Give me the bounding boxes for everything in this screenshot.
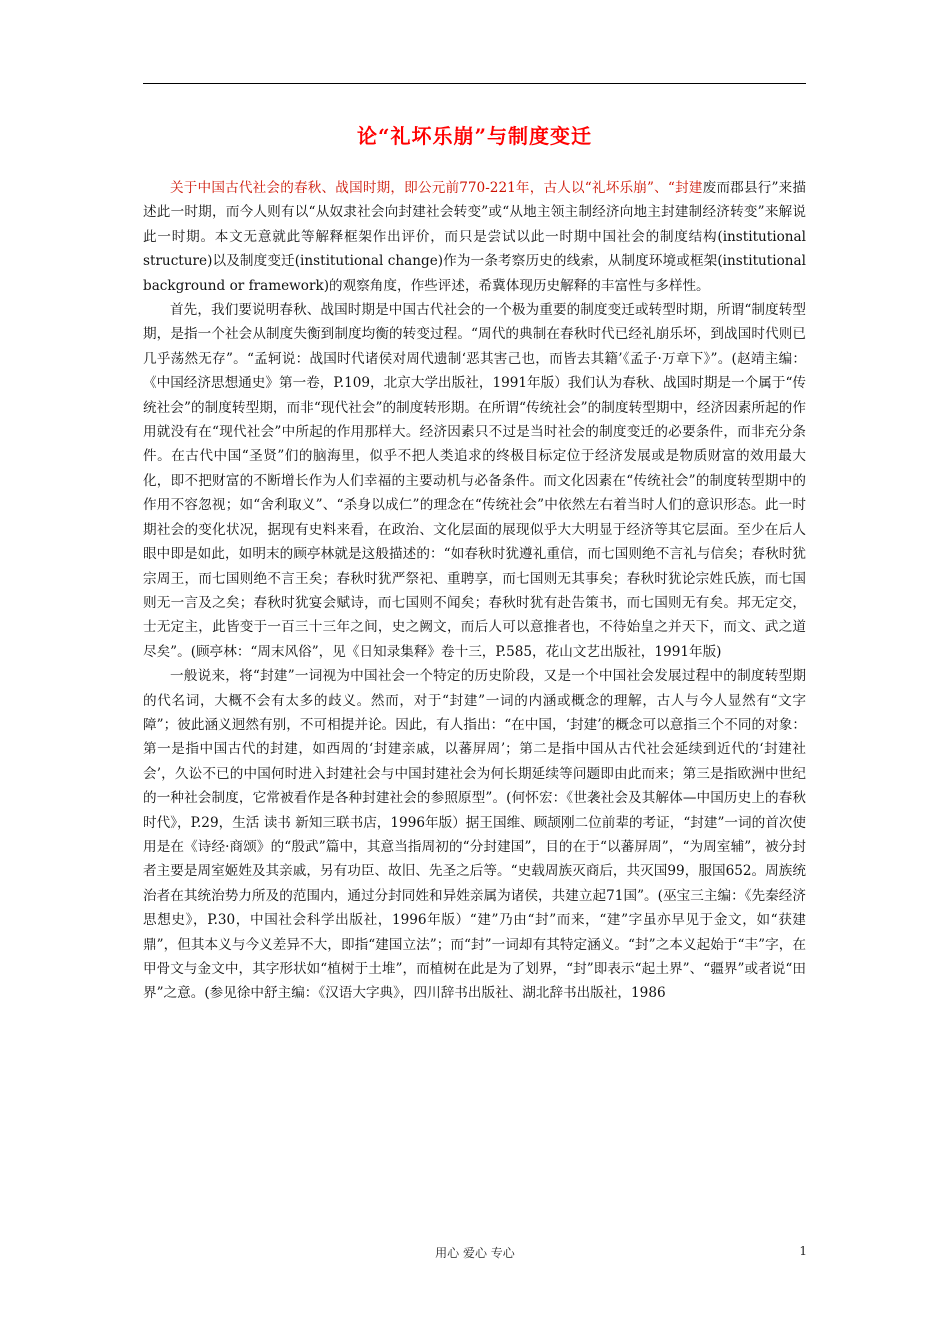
paragraph-1-highlight: 关于中国古代社会的春秋、战国时期，即公元前770-221年，古人以“礼坏乐崩”、“封建 (170, 180, 703, 196)
paragraph-1 (143, 176, 806, 298)
footer-motto: 用心 爱心 专心 (435, 1246, 515, 1260)
paragraph-3: 一般说来，将“封建”一词视为中国社会一个特定的历史阶段，又是一个中国社会发展过程中的制度转型期的代名词，大概不会有太多的歧义。然而，对于“封建”一词的内涵或概念的理解，古人与今人显然有“文字障”；彼此涵义迥然有别，不可相提并论。因此，有人指出：“在中国，‘封建’的概念可以意指三个不同的对象：第一是指中国古代的封建，如西周的‘封建亲戚，以蕃屏周’；第二是指中国从古代社会延续到近代的‘封建社会’，久讼不已的中国何时进入封建社会与中国封建社会为何长期延续等问题即由此而来；第三是指欧洲中世纪的一种社会制度，它常被看作是各种封建社会的参照原型”。(何怀宏：《世袭社会及其解体—中国历史上的春秋时代》，P.29，生活 读书 新知三联书店，1996年版）据王国维、顾颉刚二位前辈的考证，“封建”一词的首次使用是在《诗经·商颂》的“殷武”篇中，其意当指周初的“分封建国”，目的在于“以蕃屏周”，“为周室辅”，被分封者主要是周室姬姓及其亲戚，另有功臣、故旧、先圣之后等。“史载周族灭商后，共灭国99，服国652。周族统治者在其统治势力所及的范围内，通过分封同姓和异姓亲属为诸侯，共建立起71国”。(巫宝三主编：《先秦经济思想史》，P.30，中国社会科学出版社，1996年版）“建”乃由“封”而来，“建”字虽亦早见于金文，如“获建鼎”，但其本义与今义差异不大，即指“建国立法”；而“封”一词却有其特定涵义。“封”之本义起始于“丰”字，在甲骨文与金文中，其字形状如“植树于土堆”，而植树在此是为了划界，“封”即表示“起土界”、“疆界”或者说“田界”之意。(参见徐中舒主编：《汉语大字典》，四川辞书出版社、湖北辞书出版社，1986 (143, 668, 806, 1002)
header-rule (143, 83, 806, 84)
document-body (143, 176, 806, 1006)
paragraph-2: 首先，我们要说明春秋、战国时期是中国古代社会的一个极为重要的制度变迁或转型时期，所谓“制度转型期，是指一个社会从制度失衡到制度均衡的转变过程。“周代的典制在春秋时代已经礼崩乐坏，到战国时代则已几乎荡然无存”。“孟轲说：战国时代诸侯对周代遗制‘恶其害己也，而皆去其籍’《孟子·万章下》”。(赵靖主编：《中国经济思想通史》第一卷，P.109，北京大学出版社，1991年版）我们认为春秋、战国时期是一个属于“传统社会”的制度转型期，而非“现代社会”的制度转形期。在所谓“传统社会”的制度转型期中，经济因素所起的作用就没有在“现代社会”中所起的作用那样大。经济因素只不过是当时社会的制度变迁的必要条件，而非充分条件。在古代中国“圣贤”们的脑海里，似乎不把人类追求的终极目标定位于经济发展或是物质财富的效用最大化，即不把财富的不断增长作为人们幸福的主要动机与必备条件。而文化因素在“传统社会”的制度转型期中的作用不容忽视；如“舍利取义”、“杀身以成仁”的理念在“传统社会”中依然左右着当时人们的意识形态。此一时期社会的变化状况，据现有史料来看，在政治、文化层面的展现似乎大大明显于经济等其它层面。至少在后人眼中即是如此，如明末的顾亭林就是这般描述的：“如春秋时犹遵礼重信，而七国则绝不言礼与信矣；春秋时犹宗周王，而七国则绝不言王矣；春秋时犹严祭祀、重聘享，而七国则无其事矣；春秋时犹论宗姓氏族，而七国则无一言及之矣；春秋时犹宴会赋诗，而七国则不闻矣；春秋时犹有赴告策书，而七国则无有矣。邦无定交，士无定主，此皆变于一百三十三年之间，史之阙文，而后人可以意推者也，不待始皇之并天下，而文、武之道尽矣”。(顾亭林：“周末风俗”，见《日知录集释》卷十三，P.585，花山文艺出版社，1991年版) (143, 302, 806, 660)
paragraph-1-text: 废而郡县行”来描述此一时期，而今人则有以“从奴隶社会向封建社会转变”或“从地主领主制经济向地主封建制经济转变”来解说此一时期。本文无意就此等解释框架作出评价，而只是尝试以此一时期中国社会的制度结构(institutional structure)以及制度变迁(institutional change)作为一条考察历史的线索，从制度环境或框架(institutional background or framework)的观察角度，作些评述，希冀体现历史解释的丰富性与多样性。 (143, 180, 806, 294)
page-number: 1 (799, 1244, 807, 1258)
document-title: 论“礼坏乐崩”与制度变迁 (356, 124, 592, 148)
